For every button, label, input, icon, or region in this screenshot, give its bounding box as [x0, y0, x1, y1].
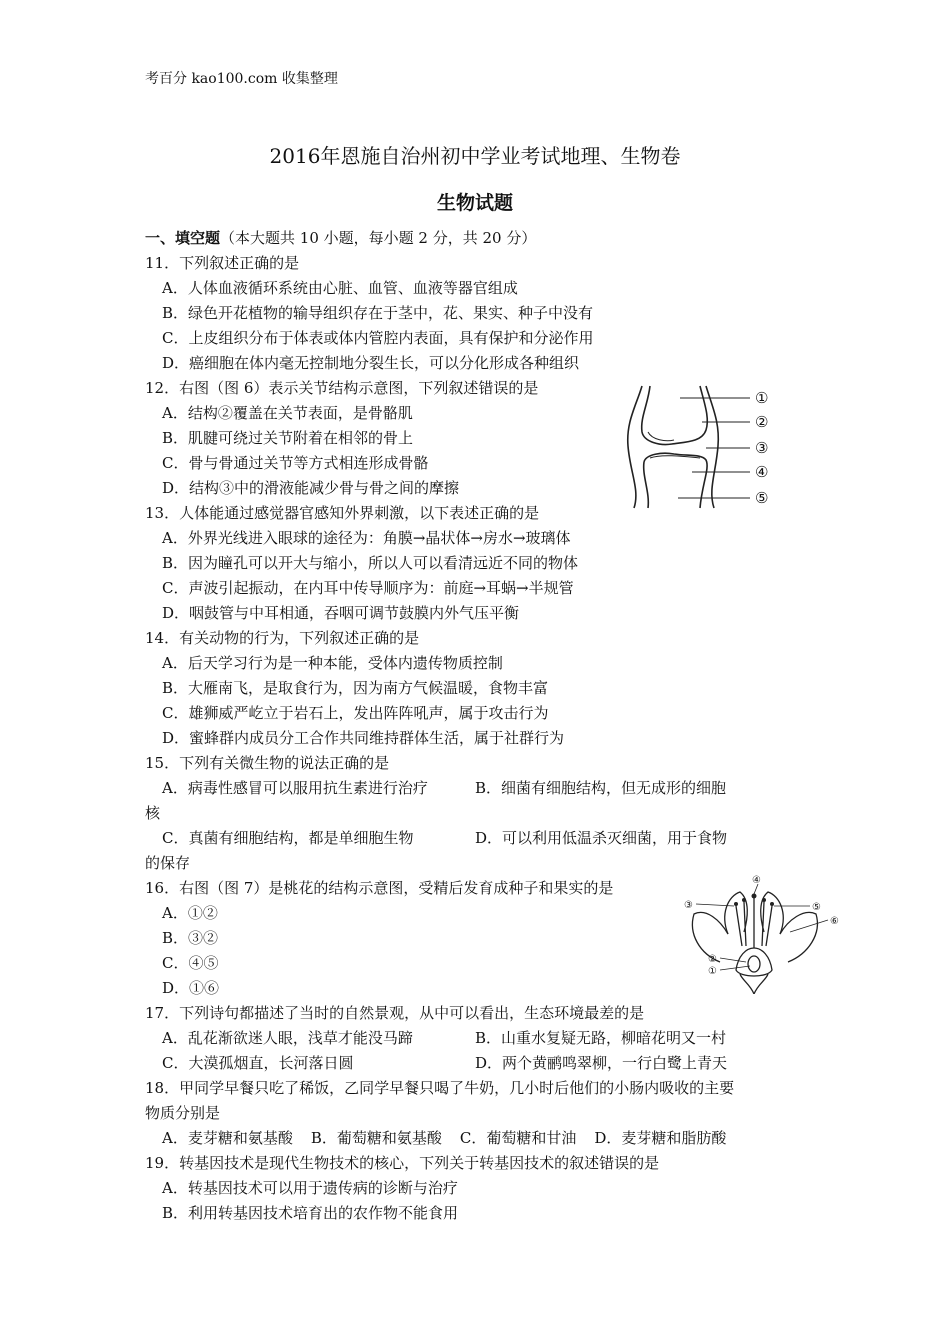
- q13-option-d: D．咽鼓管与中耳相通，吞咽可调节鼓膜内外气压平衡: [162, 604, 520, 622]
- q12-stem: 12．右图（图 6）表示关节结构示意图，下列叙述错误的是: [145, 379, 539, 397]
- fig7-label-5: ⑤: [812, 902, 821, 913]
- q15-option-c: C．真菌有细胞结构，都是单细胞生物: [162, 829, 414, 847]
- q11-option-a: A．人体血液循环系统由心脏、血管、血液等器官组成: [162, 279, 518, 297]
- q18-stem-line1: 18．甲同学早餐只吃了稀饭，乙同学早餐只喝了牛奶，几小时后他们的小肠内吸收的主要: [145, 1079, 735, 1097]
- joint-diagram-figure: [622, 384, 782, 510]
- q18-option-c: C．葡萄糖和甘油: [459, 1129, 577, 1147]
- q12-option-d: D．结构③中的滑液能减少骨与骨之间的摩擦: [162, 479, 460, 497]
- q17-option-a: A．乱花渐欲迷人眼，浅草才能没马蹄: [162, 1029, 413, 1047]
- question-body: [145, 226, 810, 1226]
- q13-option-a: A．外界光线进入眼球的途径为：角膜→晶状体→房水→玻璃体: [162, 529, 571, 547]
- q15-row-cd: [145, 826, 810, 851]
- q11-option-b: B．绿色开花植物的输导组织存在于茎中，花、果实、种子中没有: [162, 304, 594, 322]
- q14-option-c: C．雄狮威严屹立于岩石上，发出阵阵吼声，属于攻击行为: [162, 704, 549, 722]
- q15-option-d: D．可以利用低温杀灭细菌，用于食物: [475, 829, 728, 847]
- q15-option-b-wrap: 核: [145, 804, 161, 822]
- q17-stem: 17．下列诗句都描述了当时的自然景观，从中可以看出，生态环境最差的是: [145, 1004, 645, 1022]
- peach-flower-figure: [680, 874, 845, 994]
- fig7-label-3: ③: [684, 900, 693, 911]
- q13-stem: 13．人体能通过感觉器官感知外界刺激，以下表述正确的是: [145, 504, 540, 522]
- q18-options: [145, 1126, 810, 1151]
- q19-option-a: A．转基因技术可以用于遗传病的诊断与治疗: [162, 1179, 458, 1197]
- fig7-label-4: ④: [752, 875, 761, 886]
- q13-option-c: C．声波引起振动，在内耳中传导顺序为：前庭→耳蜗→半规管: [162, 579, 574, 597]
- q18-option-d: D．麦芽糖和脂肪酸: [594, 1129, 727, 1147]
- q15-row-ab: [145, 776, 810, 801]
- section-heading: [145, 226, 810, 251]
- q18-stem-line2: 物质分别是: [145, 1104, 221, 1122]
- q16-option-a: A．①②: [162, 904, 218, 922]
- q14-option-b: B．大雁南飞，是取食行为，因为南方气候温暖，食物丰富: [162, 679, 549, 697]
- fig7-label-6: ⑥: [830, 916, 839, 927]
- q11-option-d: D．癌细胞在体内毫无控制地分裂生长，可以分化形成各种组织: [162, 354, 580, 372]
- q12-option-b: B．肌腱可绕过关节附着在相邻的骨上: [162, 429, 414, 447]
- q18-option-b: B．葡萄糖和氨基酸: [310, 1129, 442, 1147]
- fig6-label-5: ⑤: [755, 489, 769, 507]
- q16-option-c: C．④⑤: [162, 954, 219, 972]
- fig6-label-3: ③: [755, 439, 769, 457]
- q17-option-d: D．两个黄鹂鸣翠柳，一行白鹭上青天: [475, 1054, 728, 1072]
- q16-stem: 16．右图（图 7）是桃花的结构示意图，受精后发育成种子和果实的是: [145, 879, 614, 897]
- fig7-label-2: ②: [708, 954, 717, 965]
- section-note: （本大题共 10 小题，每小题 2 分，共 20 分）: [220, 229, 537, 247]
- q11-stem: 11．下列叙述正确的是: [145, 254, 300, 272]
- page-subtitle: 生物试题: [436, 192, 513, 214]
- q12-option-c: C．骨与骨通过关节等方式相连形成骨骼: [162, 454, 429, 472]
- q19-option-b: B．利用转基因技术培育出的农作物不能食用: [162, 1204, 459, 1222]
- fig6-label-2: ②: [755, 413, 769, 431]
- q15-stem: 15．下列有关微生物的说法正确的是: [145, 754, 390, 772]
- q15-option-a: A．病毒性感冒可以服用抗生素进行治疗: [162, 779, 428, 797]
- q16-option-d: D．①⑥: [162, 979, 220, 997]
- fig6-label-4: ④: [755, 463, 769, 481]
- q17-option-b: B．山重水复疑无路，柳暗花明又一村: [475, 1029, 727, 1047]
- q11-option-c: C．上皮组织分布于体表或体内管腔内表面，具有保护和分泌作用: [162, 329, 594, 347]
- q15-option-b: B．细菌有细胞结构，但无成形的细胞: [475, 779, 727, 797]
- q17-row-ab: [145, 1026, 810, 1051]
- header-note: 考百分 kao100.com 收集整理: [145, 71, 338, 87]
- q13-option-b: B．因为瞳孔可以开大与缩小，所以人可以看清远近不同的物体: [162, 554, 579, 572]
- q17-option-c: C．大漠孤烟直，长河落日圆: [162, 1054, 354, 1072]
- q18-option-a: A．麦芽糖和氨基酸: [162, 1129, 293, 1147]
- page-title: 2016年恩施自治州初中学业考试地理、生物卷: [269, 144, 681, 168]
- section-title: 一、填空题: [145, 229, 221, 247]
- q12-option-a: A．结构②覆盖在关节表面，是骨骼肌: [162, 404, 413, 422]
- q15-option-d-wrap: 的保存: [145, 854, 191, 872]
- fig7-label-1: ①: [708, 966, 717, 977]
- q14-stem: 14．有关动物的行为，下列叙述正确的是: [145, 629, 420, 647]
- q16-option-b: B．③②: [162, 929, 219, 947]
- fig6-label-1: ①: [755, 389, 769, 407]
- q19-stem: 19．转基因技术是现代生物技术的核心，下列关于转基因技术的叙述错误的是: [145, 1154, 660, 1172]
- q14-option-a: A．后天学习行为是一种本能，受体内遗传物质控制: [162, 654, 503, 672]
- q17-row-cd: [145, 1051, 810, 1076]
- q14-option-d: D．蜜蜂群内成员分工合作共同维持群体生活，属于社群行为: [162, 729, 565, 747]
